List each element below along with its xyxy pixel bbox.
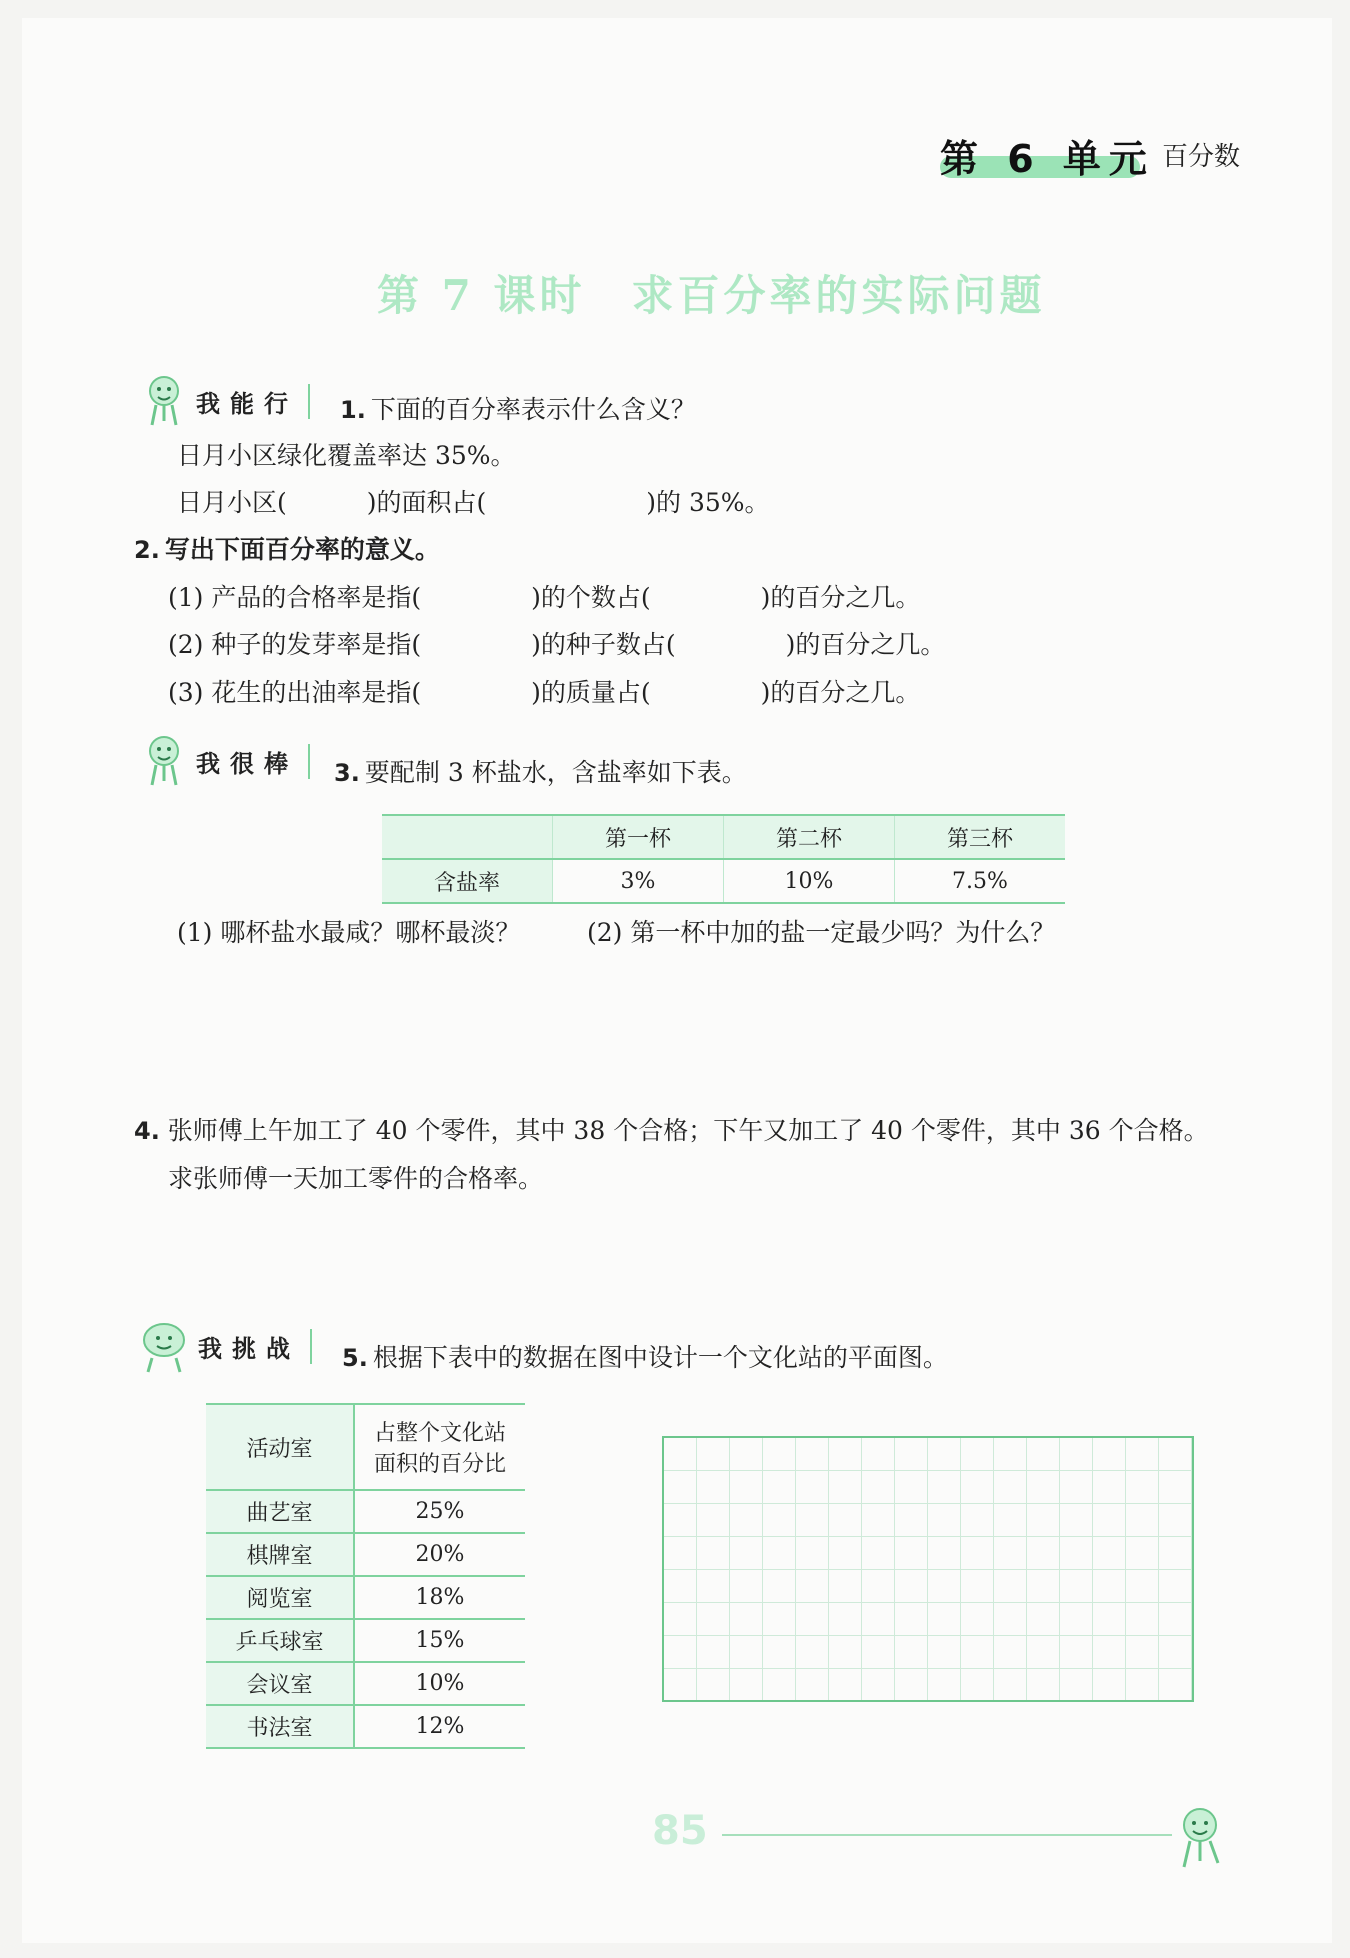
- room-area-table: [206, 1403, 525, 1749]
- room-percent: 20%: [354, 1533, 525, 1576]
- section-label: 我很棒: [196, 744, 310, 779]
- room-percent: 10%: [354, 1662, 525, 1705]
- q2-text: 写出下面百分率的意义。: [164, 535, 440, 564]
- q3-sub1: (1) 哪杯盐水最咸？哪杯最淡？: [177, 918, 521, 947]
- table-row-label: 含盐率: [382, 859, 553, 903]
- q2-item-1: [168, 578, 920, 614]
- table-row: [206, 1404, 525, 1490]
- room-name: 棋牌室: [206, 1533, 354, 1576]
- q1-text: 下面的百分率表示什么含义？: [370, 395, 696, 424]
- table-row: [206, 1662, 525, 1705]
- section-badge-can-do: [142, 373, 310, 429]
- q3-text: 要配制 3 杯盐水，含盐率如下表。: [364, 758, 747, 787]
- table-cell: 3%: [553, 859, 724, 903]
- footer-rule: [722, 1834, 1172, 1836]
- lesson-title: 第 7 课时 求百分率的实际问题: [377, 271, 1046, 320]
- q1-line1: 日月小区绿化覆盖率达 35%。: [177, 441, 516, 470]
- table-header: [354, 1404, 525, 1490]
- q1-part-a: 日月小区(: [177, 488, 287, 517]
- section-label: 我挑战: [198, 1329, 312, 1364]
- room-name: 会议室: [206, 1662, 354, 1705]
- q2-item-text: (1) 产品的合格率是指(: [168, 583, 422, 612]
- room-name: 曲艺室: [206, 1490, 354, 1533]
- header-line: 面积的百分比: [373, 1452, 506, 1477]
- mascot-icon: [140, 1318, 192, 1374]
- mascot-icon: [142, 733, 190, 789]
- q2-item-text: )的百分之几。: [760, 678, 921, 707]
- table-cell: 10%: [724, 859, 895, 903]
- table-row: [382, 859, 1065, 903]
- table-header: 第三杯: [895, 815, 1066, 859]
- q2-item-2: [168, 625, 945, 661]
- q2-item-text: (3) 花生的出油率是指(: [168, 678, 422, 707]
- q2-item-text: (2) 种子的发芽率是指(: [168, 630, 422, 659]
- room-name: 乒乓球室: [206, 1619, 354, 1662]
- room-percent: 12%: [354, 1705, 525, 1748]
- room-percent: 15%: [354, 1619, 525, 1662]
- section-badge-great: [142, 733, 310, 789]
- q2-item-text: )的个数占(: [531, 583, 651, 612]
- q2-heading: [134, 530, 440, 566]
- table-row: [206, 1619, 525, 1662]
- room-percent: 18%: [354, 1576, 525, 1619]
- table-header: 第一杯: [553, 815, 724, 859]
- room-name: 书法室: [206, 1705, 354, 1748]
- table-row: [206, 1705, 525, 1748]
- q1-heading: [340, 390, 696, 426]
- q1-part-c: )的 35%。: [646, 488, 770, 517]
- q2-item-text: )的种子数占(: [531, 630, 676, 659]
- table-row: [382, 815, 1065, 859]
- q4-text: 张师傅上午加工了 40 个零件，其中 38 个合格；下午又加工了 40 个零件，其中 36 个合格。: [167, 1116, 1209, 1145]
- q2-item-text: )的百分之几。: [785, 630, 946, 659]
- table-header: 第二杯: [724, 815, 895, 859]
- page: [22, 18, 1332, 1943]
- table-row: [206, 1533, 525, 1576]
- q4-number: 4.: [134, 1117, 160, 1145]
- q1-part-b: )的面积占(: [366, 488, 487, 517]
- header-line: 占整个文化站: [373, 1421, 506, 1446]
- q2-item-text: )的质量占(: [531, 678, 651, 707]
- footer-mascot-icon: [1172, 1803, 1232, 1877]
- unit-header: [940, 128, 1155, 183]
- unit-title: 第 6 单元: [940, 137, 1155, 181]
- q1-number: 1.: [340, 396, 366, 424]
- q3-number: 3.: [334, 759, 360, 787]
- table-row: [206, 1576, 525, 1619]
- table-cell: [382, 815, 553, 859]
- q2-number: 2.: [134, 536, 160, 564]
- table-header: 活动室: [206, 1404, 354, 1490]
- mascot-icon: [142, 373, 190, 429]
- q1-line2: [177, 483, 770, 519]
- page-number: 85: [652, 1808, 708, 1854]
- q5-heading: [342, 1338, 948, 1374]
- q4-line2: 求张师傅一天加工零件的合格率。: [168, 1164, 544, 1193]
- table-cell: 7.5%: [895, 859, 1066, 903]
- floor-plan-grid[interactable]: [662, 1436, 1194, 1702]
- q5-number: 5.: [342, 1344, 368, 1372]
- q3-sub2: (2) 第一杯中加的盐一定最少吗？为什么？: [587, 918, 1056, 947]
- q4-line1: [134, 1111, 1209, 1147]
- table-row: [206, 1490, 525, 1533]
- section-badge-challenge: [140, 1318, 312, 1374]
- q2-item-3: [168, 673, 920, 709]
- room-name: 阅览室: [206, 1576, 354, 1619]
- section-label: 我能行: [196, 384, 310, 419]
- q2-item-text: )的百分之几。: [760, 583, 921, 612]
- q5-text: 根据下表中的数据在图中设计一个文化站的平面图。: [372, 1343, 948, 1372]
- q3-heading: [334, 753, 747, 789]
- salt-rate-table: [382, 814, 1065, 904]
- unit-subtitle: 百分数: [1162, 142, 1241, 172]
- room-percent: 25%: [354, 1490, 525, 1533]
